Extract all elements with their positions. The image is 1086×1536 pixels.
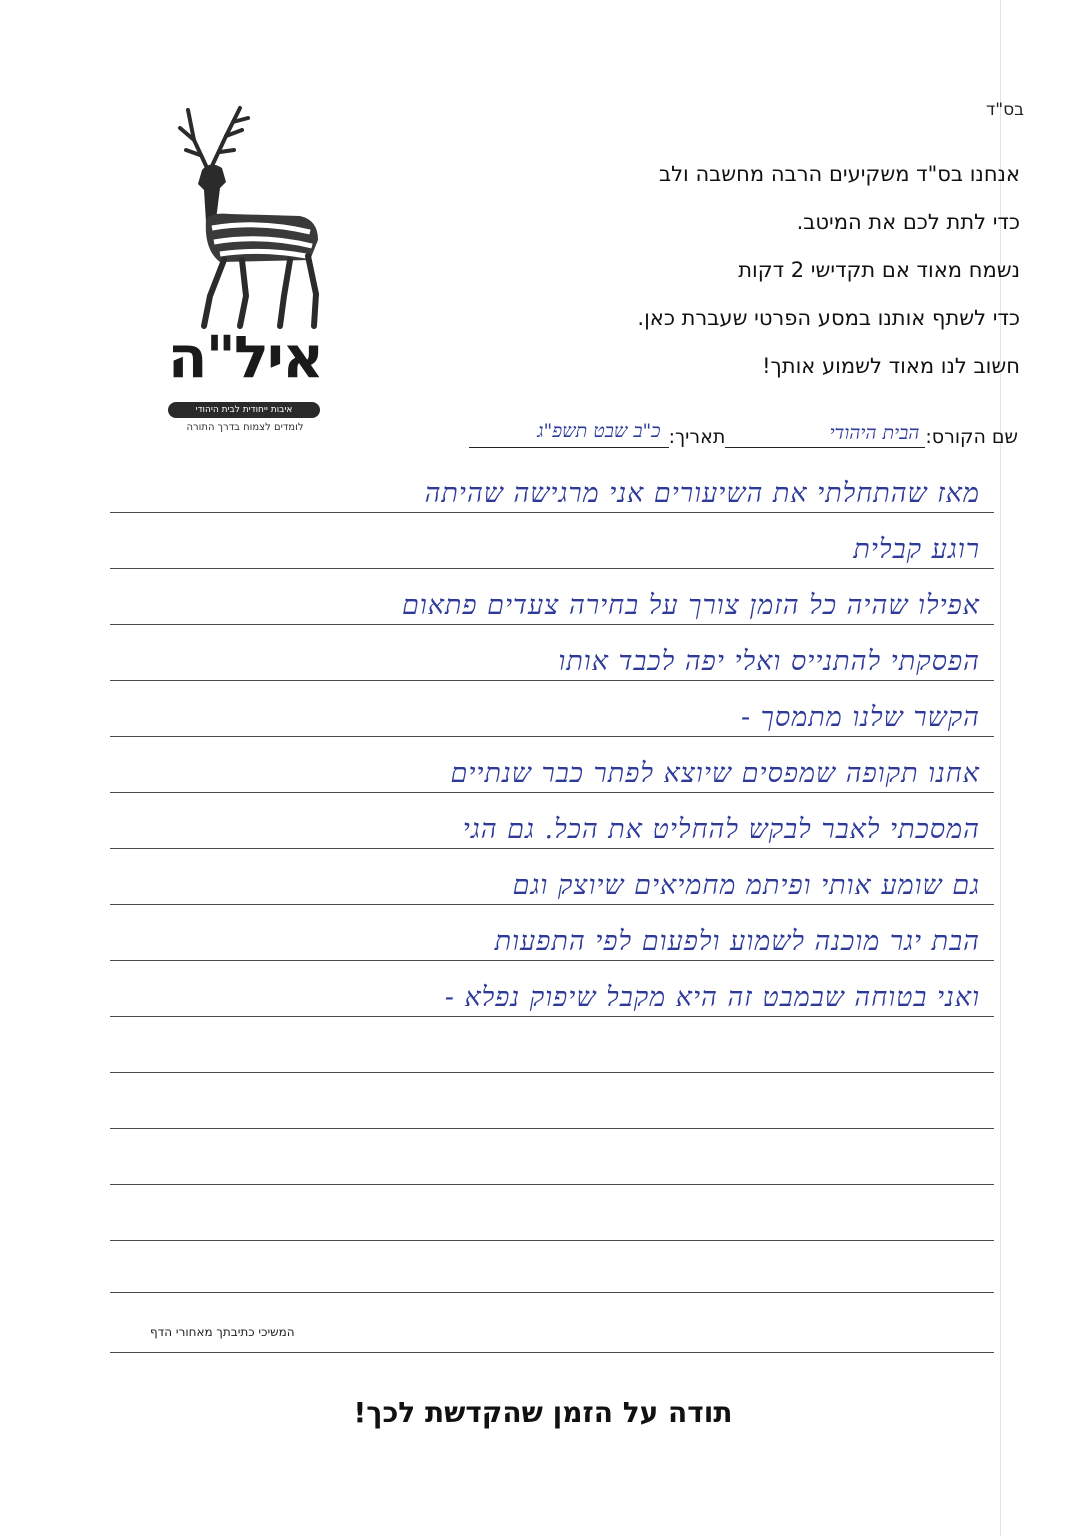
course-label: שם הקורס:: [925, 426, 1018, 448]
date-label: תאריך:: [668, 426, 726, 448]
handwritten-line: אחנו תקופה שמפסים שיוצא לפתר כבר שנתיים: [450, 758, 980, 789]
ruled-line: [110, 960, 994, 961]
ruled-line: [110, 1128, 994, 1129]
logo-tagline: לומדים לצמוח בדרך התורה: [186, 422, 304, 433]
ruled-line: [110, 736, 994, 737]
course-field[interactable]: [725, 422, 925, 448]
handwritten-line: הקשר שלנו מתמסך -: [740, 702, 980, 733]
ruled-line: [110, 568, 994, 569]
ruled-line: [110, 904, 994, 905]
ruled-line: [110, 1240, 994, 1241]
ruled-line: [110, 1184, 994, 1185]
bsd-header: בס"ד: [986, 100, 1024, 120]
handwritten-line: הבת יגר מוכנה לשמוע ולפעום לפי התפעות: [494, 926, 980, 957]
handwritten-line: אפילו שהיה כל הזמן צורך על בחירה צעדים פתאום: [401, 590, 980, 621]
logo-wordmark: איל"ה: [167, 323, 323, 391]
course-date-row: [469, 420, 1018, 448]
handwritten-line: ואני בטוחה שבמבט זה היא מקבל שיפוק נפלא -: [444, 982, 980, 1013]
intro-line: כדי לתת לכם את המיטב.: [796, 210, 1020, 234]
intro-line: כדי לשתף אותנו במסע הפרטי שעברת כאן.: [637, 306, 1020, 330]
intro-line: נשמח מאוד אם תקדישי 2 דקות: [738, 258, 1020, 282]
ayala-logo: [150, 100, 340, 445]
handwritten-line: רוגע קבלית: [853, 534, 980, 565]
ruled-line: [110, 624, 994, 625]
date-field[interactable]: [469, 420, 669, 448]
handwritten-line: המסכתי לאבר לבקש להחליט את הכל. גם הגי: [462, 814, 980, 845]
intro-line: חשוב לנו מאוד לשמוע אותך!: [762, 354, 1020, 378]
ruled-line: [110, 848, 994, 849]
intro-line: אנחנו בס"ד משקיעים הרבה מחשבה ולב: [658, 162, 1020, 186]
thank-you-text: תודה על הזמן שהקדשת לכך!: [353, 1396, 733, 1429]
date-value: כ"ב שבט תשפ"ג: [537, 420, 661, 442]
ruled-line: [110, 1292, 994, 1293]
continue-on-back-note: המשיכי כתיבתך מאחורי הדף: [150, 1325, 295, 1339]
handwritten-line: גם שומע אותי ופיתמ מחמיאים שיוצק וגם: [512, 870, 980, 901]
intro-paragraph: [460, 150, 1020, 390]
ruled-line: [110, 1072, 994, 1073]
handwritten-line: הפסקתי להתנייס ואלי יפה לכבד אותו: [558, 646, 980, 677]
handwritten-line: מאז שהתחלתי את השיעורים אני מרגישה שהיתה: [424, 478, 980, 509]
ruled-line: [110, 680, 994, 681]
ruled-line: [110, 792, 994, 793]
course-value: הבית היהודי: [829, 422, 920, 444]
deer-icon: [150, 100, 340, 330]
logo-banner: איבות ייחודית לבית היהודי: [168, 402, 320, 418]
ruled-line: [110, 512, 994, 513]
ruled-line: [110, 1352, 994, 1353]
ruled-line: [110, 1016, 994, 1017]
